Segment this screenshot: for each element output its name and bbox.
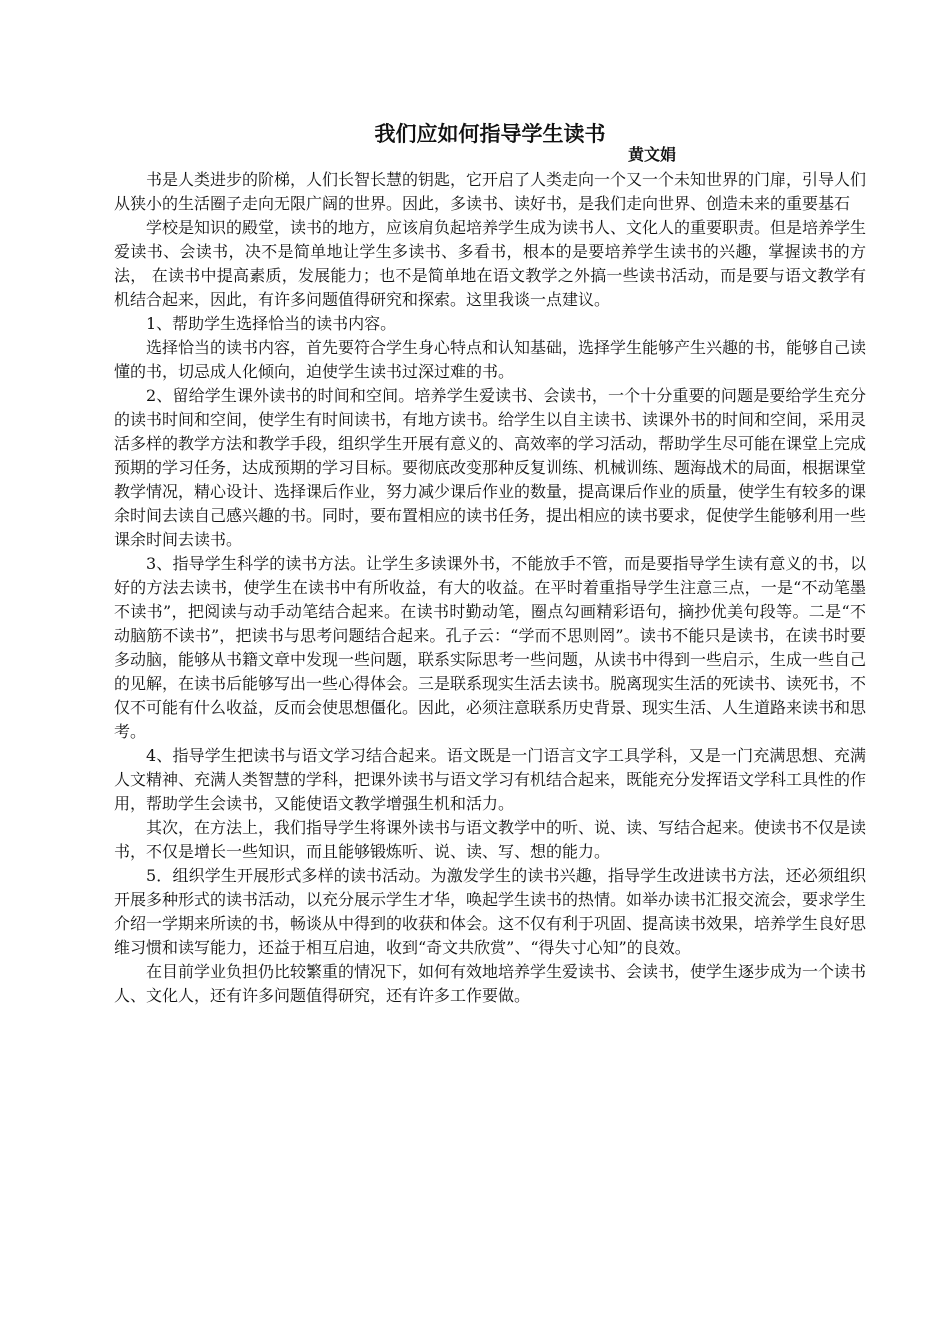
paragraph-point-1-heading: 1、帮助学生选择恰当的读书内容。 xyxy=(146,314,397,333)
paragraph-point-5: 5．组织学生开展形式多样的读书活动。为激发学生的读书兴趣，指导学生改进读书方法，还必须组织开展多种形式的读书活动，以充分展示学生才华，唤起学生读书的热情。如举办读书汇报交流会，要求学生介绍一学期来所读的书，畅谈从中得到的收获和体会。这不仅有利于巩固、提高读书效果，培养学生良好思维习惯和读写能力，还益于相互启迪，收到“奇文共欣赏”、“得失寸心知”的良效。 xyxy=(114,866,867,957)
paragraph-conclusion: 在目前学业负担仍比较繁重的情况下，如何有效地培养学生爱读书、会读书，使学生逐步成为一个读书人、文化人，还有许多问题值得研究，还有许多工作要做。 xyxy=(114,962,867,1005)
document-title: 我们应如何指导学生读书 xyxy=(374,122,606,146)
document-author: 黄文娟 xyxy=(627,145,676,164)
paragraph-point-4: 4、指导学生把读书与语文学习结合起来。语文既是一门语言文字工具学科，又是一门充满思想、充满人文精神、充满人类智慧的学科，把课外读书与语文学习有机结合起来，既能充分发挥语文学科工具性的作用，帮助学生会读书，又能使语文教学增强生机和活力。 xyxy=(114,746,867,813)
paragraph-point-4-method: 其次，在方法上，我们指导学生将课外读书与语文教学中的听、说、读、写结合起来。使读书不仅是读书，不仅是增长一些知识，而且能够锻炼听、说、读、写、想的能力。 xyxy=(114,818,867,861)
paragraph-point-2: 2、留给学生课外读书的时间和空间。培养学生爱读书、会读书，一个十分重要的问题是要给学生充分的读书时间和空间，使学生有时间读书，有地方读书。给学生以自主读书、读课外书的时间和空间，采用灵活多样的教学方法和教学手段，组织学生开展有意义的、高效率的学习活动，帮助学生尽可能在课堂上完成预期的学习任务，达成预期的学习目标。要彻底改变那种反复训练、机械训练、题海战术的局面，根据课堂教学情况，精心设计、选择课后作业，努力减少课后作业的数量，提高课后作业的质量，使学生有较多的课余时间去读自己感兴趣的书。同时，要布置相应的读书任务，提出相应的读书要求，促使学生能够利用一些课余时间去读书。 xyxy=(114,386,867,549)
paragraph-intro: 书是人类进步的阶梯，人们长智长慧的钥匙，它开启了人类走向一个又一个未知世界的门扉，引导人们从狭小的生活圈子走向无限广阔的世界。因此，多读书、读好书，是我们走向世界、创造未来的重要基石 xyxy=(114,170,867,213)
paragraph-school: 学校是知识的殿堂，读书的地方，应该肩负起培养学生成为读书人、文化人的重要职责。但是培养学生爱读书、会读书，决不是简单地让学生多读书、多看书，根本的是要培养学生读书的兴趣，掌握读书的方法， 在读书中提高素质，发展能力；也不是简单地在语文教学之外搞一些读书活动，而是要与语文教学有机结合起来，因此，有许多问题值得研究和探索。这里我谈一点建议。 xyxy=(114,218,867,309)
document-page xyxy=(114,120,866,1008)
paragraph-point-1-body: 选择恰当的读书内容，首先要符合学生身心特点和认知基础，选择学生能够产生兴趣的书，能够自己读懂的书，切忌成人化倾向，迫使学生读书过深过难的书。 xyxy=(114,338,867,381)
paragraph-point-3: 3、指导学生科学的读书方法。让学生多读课外书，不能放手不管，而是要指导学生读有意义的书，以好的方法去读书，使学生在读书中有所收益，有大的收益。在平时着重指导学生注意三点，一是“不动笔墨不读书”，把阅读与动手动笔结合起来。在读书时勤动笔，圈点勾画精彩语句，摘抄优美句段等。二是“不动脑筋不读书”，把读书与思考问题结合起来。孔子云：“学而不思则罔”。读书不能只是读书，在读书时要多动脑，能够从书籍文章中发现一些问题，联系实际思考一些问题，从读书中得到一些启示，生成一些自己的见解，在读书后能够写出一些心得体会。三是联系现实生活去读书。脱离现实生活的死读书、读死书，不仅不可能有什么收益，反而会使思想僵化。因此，必须注意联系历史背景、现实生活、人生道路来读书和思考。 xyxy=(114,554,867,741)
